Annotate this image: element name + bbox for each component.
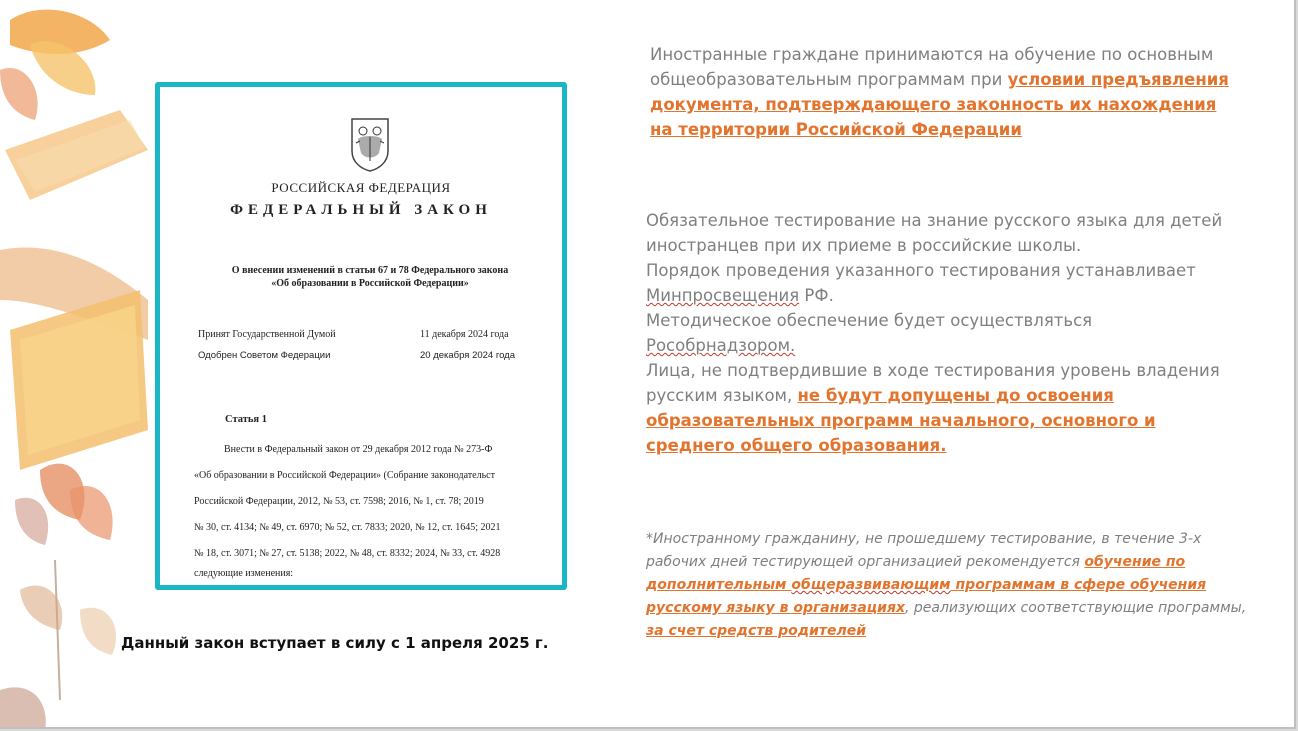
document-country: РОССИЙСКАЯ ФЕДЕРАЦИЯ bbox=[271, 180, 451, 195]
document-body: Внести в Федеральный закон от 29 декабря 2012 года № 273-Ф «Об образовании в Российской Федерации» (Собрание законодательст Российской Федерации, 2012, № 53, ст. 7598; 2016, № 1, ст. 78; 2019 № 30, ст. 4134; № 49, ст. 6970; № 52, ст. 7833; 2020, № 12, ст. 1645; 2021 № 18, ст. 3071; № 27, ст. 5138; 2022, № 48, ст. 8332; 2024, № 33, ст. 4928 следующие изменения: bbox=[194, 444, 501, 579]
law-document-image bbox=[155, 82, 567, 590]
effective-date-caption: Данный закон вступает в силу с 1 апреля 2025 г. bbox=[121, 634, 549, 652]
testing-requirements-text: Обязательное тестирование на знание русского языка для детей иностранцев при их приеме в российские школы. Порядок проведения указанного тестирования устанавливает Минпросвещения РФ. Методическое обеспечение будет осуществляться Рособрнадзором. Лица, не подтвердившие в ходе тестирования уровень владения русским языком, не будут допущены до освоения образовательных программ начального, основного и среднего общего образования. bbox=[646, 211, 1223, 455]
document-subject: О внесении изменений в статьи 67 и 78 Федерального закона «Об образовании в Российской Федерации» bbox=[231, 265, 509, 289]
document-law-title: ФЕДЕРАЛЬНЫЙ ЗАКОН bbox=[230, 202, 492, 218]
coat-of-arms-icon bbox=[348, 115, 392, 173]
failed-testing-note: *Иностранному гражданину, не прошедшему тестирование, в течение 3-х рабочих дней тестирующей организацией рекомендуется обучение по дополнительным общеразвивающим программам в сфере обучения русскому языку в организациях, реализующих соответствующие программы, за счет средств родителей bbox=[646, 531, 1247, 639]
autumn-leaves-decoration bbox=[0, 0, 150, 729]
document-adopted-row: Принят Государственной Думой 11 декабря 2024 года bbox=[198, 329, 509, 340]
document-approved-row: Одобрен Советом Федерации 20 декабря 2024 года bbox=[198, 350, 516, 361]
admission-condition-text: Иностранные граждане принимаются на обучение по основным общеобразовательным программам при условии предъявления документа, подтверждающего законность их нахождения на территории Российской Федерации bbox=[650, 45, 1229, 139]
document-article-title: Статья 1 bbox=[225, 414, 267, 425]
